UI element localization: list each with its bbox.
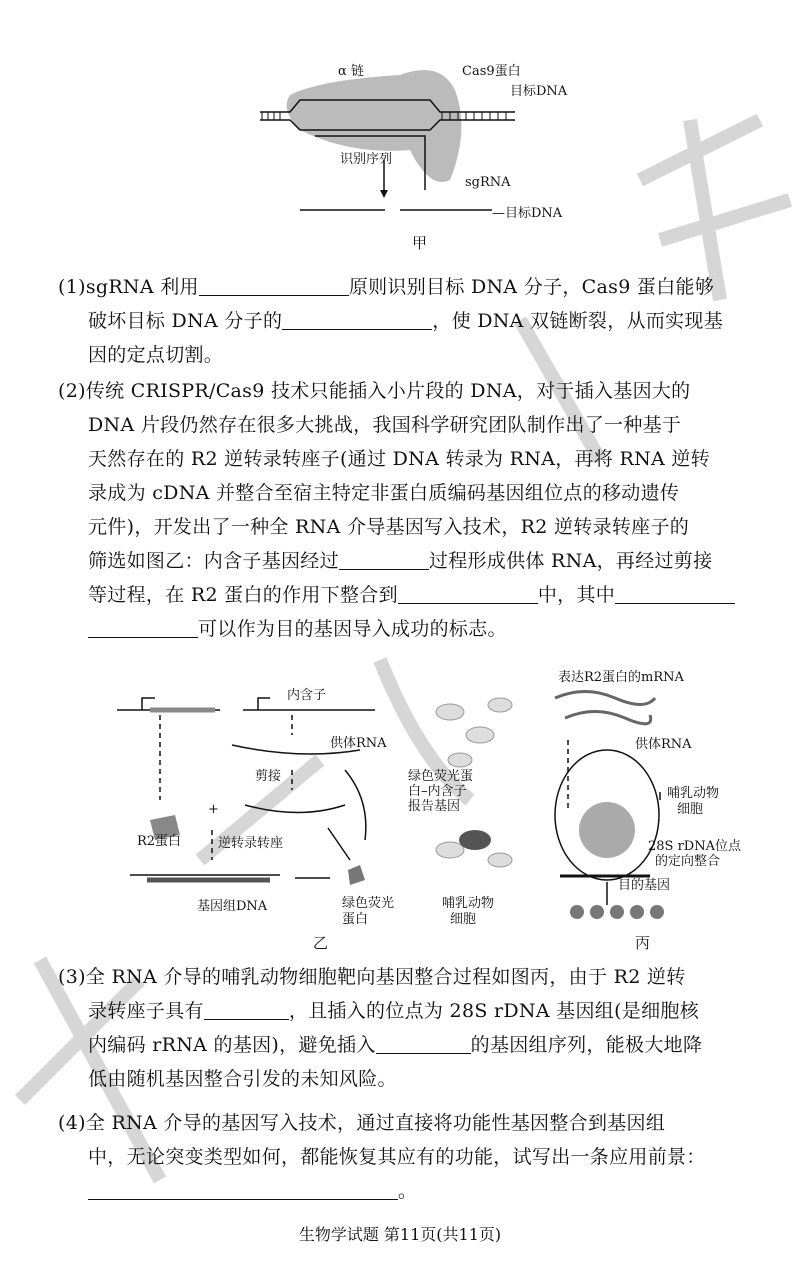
- text: ，且插入的位点为 28S rDNA 基因组(是细胞核: [288, 1000, 699, 1022]
- figure-caption-bing: 丙: [635, 934, 651, 952]
- text: 。: [398, 1180, 418, 1202]
- plus-sign: +: [208, 802, 219, 817]
- q4-line3: [88, 1176, 417, 1203]
- sgrna-label: sgRNA: [465, 175, 511, 190]
- text: 筛选如图乙：内含子基因经过: [88, 550, 339, 572]
- cell-label-2: 细胞: [450, 912, 477, 927]
- site-label-1: 28S rDNA位点: [648, 839, 741, 854]
- retrotransposition-label: 逆转录转座: [218, 836, 284, 851]
- figure-caption-jia: 甲: [412, 234, 428, 252]
- cas9-label: Cas9蛋白: [462, 64, 521, 79]
- intron-label: 内含子: [287, 688, 327, 703]
- reporter-label-3: 报告基因: [408, 799, 461, 814]
- page-footer: 生物学试题 第11页(共11页): [298, 1225, 502, 1244]
- cell-label-1: 哺乳动物: [442, 896, 495, 911]
- site-label-2: 的定向整合: [655, 854, 721, 869]
- reporter-label-1: 绿色荧光蛋: [408, 769, 474, 784]
- nucleus: [579, 802, 635, 858]
- donor-rna-label: 供体RNA: [330, 736, 387, 751]
- text: 的基因组序列，能极大地降: [470, 1034, 703, 1056]
- recognition-seq-label: 识别序列: [340, 152, 393, 167]
- text: 内编码 rRNA 的基因)，避免插入: [88, 1034, 376, 1056]
- cell-label-bing-2: 细胞: [677, 802, 704, 817]
- answer-blank[interactable]: [204, 1001, 289, 1020]
- q2-line3: 天然存在的 R2 逆转录转座子(通过 DNA 转录为 RNA，再将 RNA 逆转: [88, 448, 710, 470]
- q2-line1: (2)传统 CRISPR/Cas9 技术只能插入小片段的 DNA，对于插入基因大的: [58, 380, 691, 402]
- cell-label-bing-1: 哺乳动物: [667, 786, 720, 801]
- q2-line2: DNA 片段仍然存在很多大挑战，我国科学研究团队制作出了一种基于: [88, 414, 682, 436]
- q3-line3: [88, 1030, 702, 1057]
- gfp-label-1: 绿色荧光: [342, 896, 395, 911]
- q3-line1: (3)全 RNA 介导的哺乳动物细胞靶向基因整合过程如图丙，由于 R2 逆转: [58, 966, 686, 988]
- text: 过程形成供体 RNA，再经过剪接: [428, 550, 713, 572]
- mrna-label: 表达R2蛋白的mRNA: [558, 670, 684, 685]
- figure-caption-yi: 乙: [313, 934, 329, 952]
- q4-line1: (4)全 RNA 介导的基因写入技术，通过直接将功能性基因整合到基因组: [58, 1112, 666, 1134]
- answer-blank[interactable]: [376, 1035, 471, 1054]
- target-dna-label-2: —目标DNA: [492, 206, 563, 221]
- text: 原则识别目标 DNA 分子，Cas9 蛋白能够: [348, 276, 715, 298]
- splicing-label: 剪接: [255, 769, 282, 784]
- target-dna-label: 目标DNA: [510, 84, 568, 99]
- text: ，使 DNA 双链断裂，从而实现基: [432, 310, 724, 332]
- r2-protein-label: R2蛋白: [137, 834, 182, 849]
- q2-line4: 录成为 cDNA 并整合至宿主特定非蛋白质编码基因组位点的移动遗传: [88, 482, 680, 504]
- alpha-chain-label: α 链: [338, 64, 364, 79]
- answer-blank[interactable]: [88, 1181, 398, 1200]
- q2-line5: 元件)，开发出了一种全 RNA 介导基因写入技术，R2 逆转录转座子的: [88, 516, 690, 538]
- q4-line2: 中，无论突变类型如何，都能恢复其应有的功能，试写出一条应用前景：: [88, 1146, 706, 1168]
- genome-dna-label: 基因组DNA: [197, 899, 268, 914]
- q3-line2: [88, 996, 699, 1023]
- target-gene-label: 目的基因: [618, 878, 671, 893]
- text: 中，其中: [537, 584, 616, 606]
- gfp-label-2: 蛋白: [342, 912, 369, 927]
- text: 破坏目标 DNA 分子的: [88, 310, 283, 332]
- gfp-shape: [348, 865, 365, 885]
- reporter-label-2: 白–内含子: [408, 784, 467, 799]
- text: 录转座子具有: [88, 1000, 204, 1022]
- donor-rna-label-2: 供体RNA: [635, 737, 692, 752]
- q1-line3: 因的定点切割。: [88, 344, 224, 366]
- text: 可以作为目的基因导入成功的标志。: [198, 618, 507, 640]
- text: 等过程，在 R2 蛋白的作用下整合到: [88, 584, 398, 606]
- text: (1)sgRNA 利用: [58, 276, 199, 298]
- q3-line4: 低由随机基因整合引发的未知风险。: [88, 1068, 397, 1090]
